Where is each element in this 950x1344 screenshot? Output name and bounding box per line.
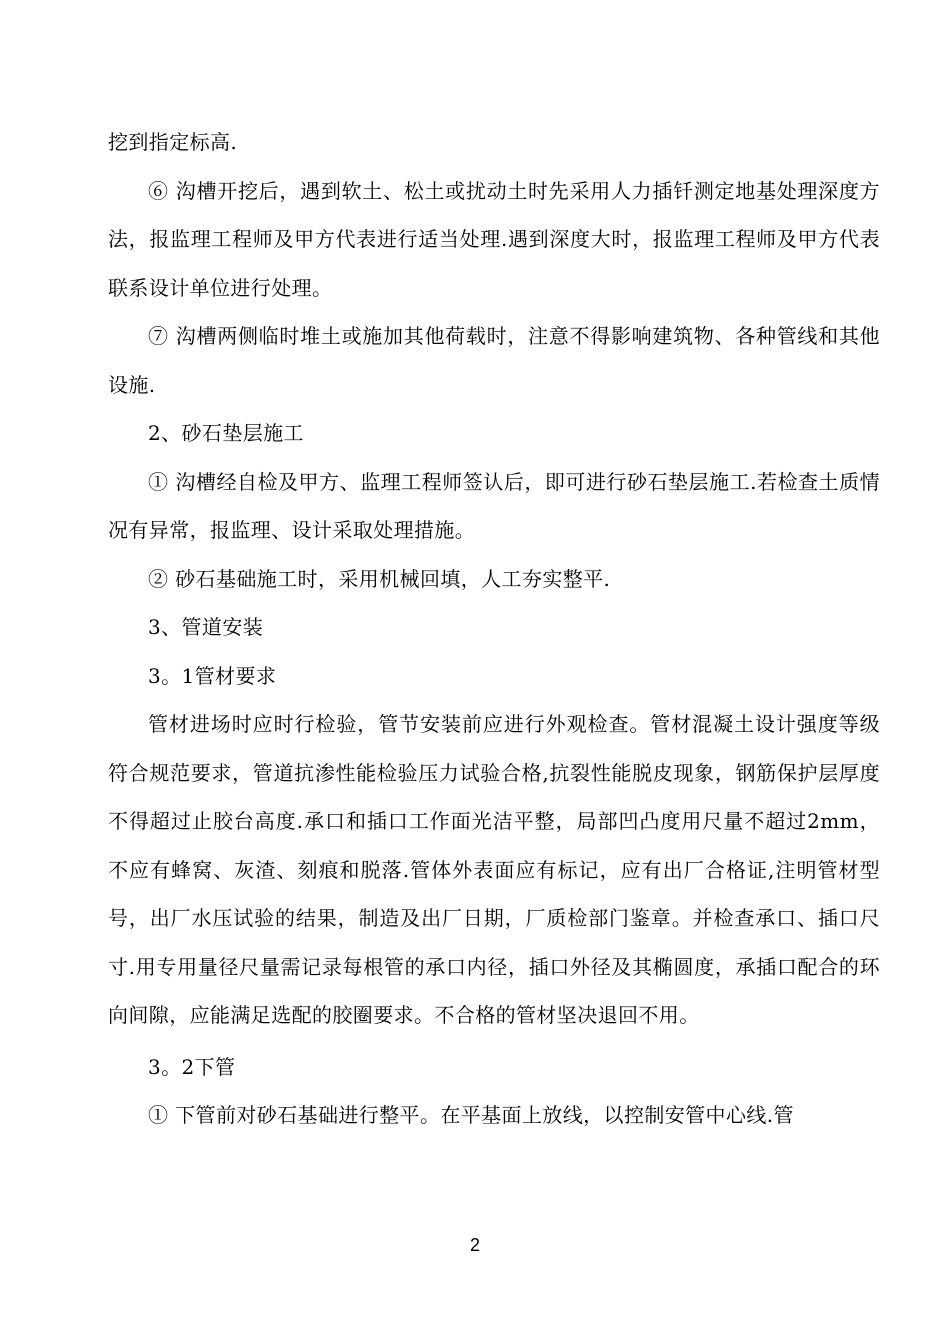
paragraph-2: ⑥ 沟槽开挖后，遇到软土、松土或扰动土时先采用人力插钎测定地基处理深度方法，报监理工程师及甲方代表进行适当处理.遇到深度大时，报监理工程师及甲方代表联系设计单位进行处理。: [108, 178, 880, 300]
document-body: [108, 118, 880, 1140]
paragraph-11: ① 下管前对砂石基础进行整平。在平基面上放线，以控制安管中心线.管: [148, 1103, 794, 1127]
subsection-heading-3-1: 3。1管材要求: [148, 663, 277, 688]
paragraph-9: 管材进场时应时行检验，管节安装前应进行外观检查。管材混凝土设计强度等级符合规范要求，管道抗渗性能检验压力试验合格,抗裂性能脱皮现象，钢筋保护层厚度不得超过止胶台高度.承口和插口工作面光洁平整，局部凹凸度用尺量不超过2mm，不应有蜂窝、灰渣、刻痕和脱落.管体外表面应有标记，应有出厂合格证,注明管材型号，出厂水压试验的结果，制造及出厂日期，厂质检部门鉴章。并检查承口、插口尺寸.用专用量径尺量需记录每根管的承口内径，插口外径及其椭圆度，承插口配合的环向间隙，应能满足选配的胶圈要求。不合格的管材坚决退回不用。: [108, 712, 880, 1027]
section-heading-3: 3、管道安装: [148, 615, 264, 639]
paragraph-6: ② 砂石基础施工时，采用机械回填，人工夯实整平.: [148, 566, 611, 591]
paragraph-1: 挖到指定标高.: [108, 130, 238, 154]
paragraph-5: ① 沟槽经自检及甲方、监理工程师签认后，即可进行砂石垫层施工.若检查土质情况有异常，报监理、设计采取处理措施。: [108, 469, 880, 542]
paragraph-3: ⑦ 沟槽两侧临时堆土或施加其他荷载时，注意不得影响建筑物、各种管线和其他设施.: [108, 324, 880, 397]
subsection-heading-3-2: 3。2下管: [148, 1054, 236, 1079]
section-heading-2: 2、砂石垫层施工: [148, 421, 304, 445]
page-number: 2: [469, 1235, 480, 1255]
